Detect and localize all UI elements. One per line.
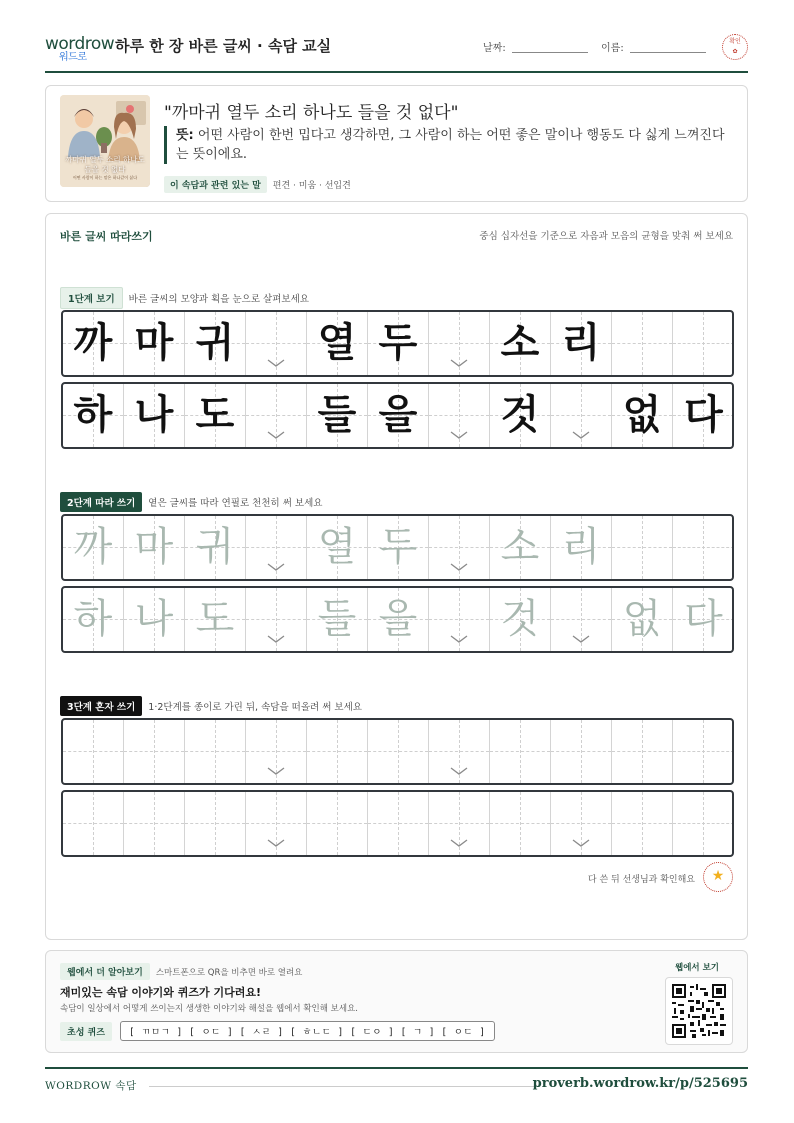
meaning-text: 어떤 사람이 한번 밉다고 생각하면, 그 사람이 하는 어떤 좋은 말이나 행동도 다 싫게 느껴진다는 뜻이에요. (176, 128, 725, 162)
footer-url[interactable]: proverb.wordrow.kr/p/525695 (532, 1076, 748, 1091)
web-tagline (60, 963, 302, 980)
grid-cell[interactable] (429, 516, 490, 579)
grid-cell[interactable] (307, 588, 368, 651)
grid-character: 귀 (195, 524, 235, 570)
grid-character: 하 (73, 392, 113, 438)
qr-label: 웹에서 보기 (674, 963, 719, 973)
grid-character: 하 (73, 596, 113, 642)
grid-cell (63, 312, 124, 375)
grid-cell (185, 312, 246, 375)
grid-character: 것 (500, 596, 540, 642)
grid-character: 도 (195, 392, 235, 438)
grid-cell (368, 384, 429, 447)
quiz-label: 초성 퀴즈 (60, 1022, 112, 1041)
page-footer (45, 1067, 748, 1097)
grid-cell (490, 384, 551, 447)
grid-cell[interactable] (612, 516, 673, 579)
grid-cell[interactable] (246, 516, 307, 579)
guide-vertical (703, 312, 704, 375)
step1-tag: 1단계 보기 (60, 287, 123, 309)
step2-row1[interactable] (61, 514, 734, 581)
guide-vertical (703, 792, 704, 855)
grid-cell[interactable] (307, 720, 368, 783)
grid-cell[interactable] (124, 792, 185, 855)
guide-vertical (93, 720, 94, 783)
grid-cell[interactable] (429, 792, 490, 855)
grid-cell (307, 312, 368, 375)
grid-cell[interactable] (551, 720, 612, 783)
space-mark-icon (267, 562, 285, 572)
grid-cell (246, 312, 307, 375)
guide-vertical (337, 720, 338, 783)
illustration-subcaption: 어떤 사람이 하는 말은 하나같이 싫다 (72, 175, 138, 180)
practice-title: 바른 글씨 따라쓰기 (60, 230, 153, 243)
grid-character: 다 (684, 392, 723, 438)
grid-cell[interactable] (368, 720, 429, 783)
guide-vertical (398, 720, 399, 783)
qr-code-icon (672, 984, 726, 1038)
step3-row2[interactable] (61, 790, 734, 857)
space-mark-icon (450, 358, 468, 368)
step2-text: 옅은 글씨를 따라 연필로 천천히 써 보세요 (148, 498, 323, 509)
space-mark-icon (572, 838, 590, 848)
grid-character: 도 (195, 596, 235, 642)
grid-cell (124, 312, 185, 375)
grid-character: 들 (317, 392, 357, 438)
grid-cell[interactable] (185, 516, 246, 579)
guide-vertical (398, 792, 399, 855)
step2-tag: 2단계 따라 쓰기 (60, 492, 142, 512)
space-mark-icon (450, 562, 468, 572)
space-mark-icon (267, 430, 285, 440)
grid-cell[interactable] (490, 516, 551, 579)
grid-cell[interactable] (551, 792, 612, 855)
grid-cell[interactable] (124, 720, 185, 783)
grid-character: 소 (500, 320, 540, 366)
guide-vertical (215, 792, 216, 855)
space-mark-icon (450, 634, 468, 644)
grid-cell[interactable] (368, 516, 429, 579)
step2-header (60, 492, 322, 512)
guide-vertical (93, 792, 94, 855)
grid-cell[interactable] (124, 516, 185, 579)
step3-text: 1·2단계를 종이로 가린 뒤, 속담을 떠올려 써 보세요 (148, 702, 362, 713)
grid-cell[interactable] (246, 588, 307, 651)
grid-cell[interactable] (185, 720, 246, 783)
guide-vertical (581, 720, 582, 783)
chosung-quiz (60, 1021, 495, 1041)
grid-cell[interactable] (185, 588, 246, 651)
grid-cell[interactable] (368, 792, 429, 855)
grid-cell[interactable] (429, 720, 490, 783)
grid-cell (185, 384, 246, 447)
guide-vertical (642, 792, 643, 855)
grid-cell[interactable] (63, 516, 124, 579)
step1-row1 (61, 310, 734, 377)
grid-character: 나 (134, 392, 174, 438)
grid-cell[interactable] (490, 720, 551, 783)
wordrow-logo (45, 34, 115, 63)
grid-cell[interactable] (673, 792, 734, 855)
grid-character: 까 (73, 320, 113, 366)
grid-cell[interactable] (246, 792, 307, 855)
related-words (164, 176, 351, 193)
page-header (45, 30, 748, 73)
grid-character: 까 (73, 524, 113, 570)
grid-cell[interactable] (551, 516, 612, 579)
grid-character: 들 (317, 596, 357, 642)
space-mark-icon (450, 430, 468, 440)
guide-vertical (703, 720, 704, 783)
illustration-caption: 까마귀 열두 소리 하나도 들을 것 없다 (65, 155, 145, 174)
grid-character: 없 (622, 392, 662, 438)
grid-cell[interactable] (368, 588, 429, 651)
space-mark-icon (572, 634, 590, 644)
grid-cell[interactable] (551, 588, 612, 651)
name-label: 이름: (601, 43, 624, 54)
grid-character: 것 (500, 392, 540, 438)
guide-vertical (520, 792, 521, 855)
space-mark-icon (267, 766, 285, 776)
grid-cell (612, 312, 673, 375)
grid-cell (551, 312, 612, 375)
star-stamp-glyph: ★ (711, 868, 725, 884)
grid-cell[interactable] (673, 588, 734, 651)
proverb-meaning (164, 126, 734, 164)
grid-cell[interactable] (63, 792, 124, 855)
web-description: 속담이 일상에서 어떻게 쓰이는지 생생한 이야기와 해설을 웹에서 확인해 보세요. (60, 1004, 358, 1014)
proverb-illustration (60, 95, 150, 187)
finish-note: 다 쓴 뒤 선생님과 확인해요 (587, 875, 695, 885)
meaning-label: 뜻: (176, 128, 194, 143)
grid-cell (124, 384, 185, 447)
grid-character: 두 (378, 524, 418, 570)
grid-cell (551, 384, 612, 447)
proverb-card (45, 85, 748, 202)
check-stamp-icon: 확인 ✿ (722, 34, 748, 60)
grid-cell[interactable] (185, 792, 246, 855)
guide-vertical (703, 516, 704, 579)
grid-character: 나 (134, 596, 174, 642)
guide-vertical (215, 720, 216, 783)
grid-character: 다 (684, 596, 723, 642)
space-mark-icon (450, 766, 468, 776)
grid-cell[interactable] (673, 516, 734, 579)
space-mark-icon (267, 634, 285, 644)
guide-vertical (520, 720, 521, 783)
grid-cell[interactable] (246, 720, 307, 783)
grid-cell (429, 384, 490, 447)
practice-note: 중심 십자선을 기준으로 자음과 모음의 균형을 맞춰 써 보세요 (479, 231, 733, 242)
grid-cell[interactable] (63, 588, 124, 651)
grid-cell[interactable] (490, 792, 551, 855)
step2-row2[interactable] (61, 586, 734, 653)
grid-cell (429, 312, 490, 375)
guide-vertical (154, 720, 155, 783)
grid-character: 마 (134, 320, 174, 366)
grid-cell (246, 384, 307, 447)
logo-korean: 워드로 (59, 52, 87, 63)
step3-tag: 3단계 혼자 쓰기 (60, 696, 142, 716)
step1-header (60, 287, 309, 309)
related-list: 편견 · 미움 · 선입견 (272, 181, 351, 191)
grid-cell[interactable] (429, 588, 490, 651)
guide-vertical (642, 312, 643, 375)
grid-cell[interactable] (612, 588, 673, 651)
space-mark-icon (572, 430, 590, 440)
step3-row1[interactable] (61, 718, 734, 785)
space-mark-icon (267, 358, 285, 368)
grid-cell[interactable] (490, 588, 551, 651)
grid-character: 열 (317, 320, 357, 366)
guide-vertical (154, 792, 155, 855)
grid-cell (368, 312, 429, 375)
space-mark-icon (450, 838, 468, 848)
date-field[interactable] (483, 39, 588, 54)
related-label: 이 속담과 관련 있는 말 (164, 176, 267, 193)
logo-text: wordrow (45, 34, 115, 54)
grid-character: 소 (500, 524, 540, 570)
grid-character: 두 (378, 320, 418, 366)
footer-rule (149, 1086, 539, 1087)
qr-code[interactable] (665, 977, 733, 1045)
footer-brand: WORDROW 속담 (45, 1080, 137, 1092)
name-field[interactable] (601, 39, 706, 54)
grid-cell[interactable] (673, 720, 734, 783)
grid-cell[interactable] (612, 792, 673, 855)
grid-character: 귀 (195, 320, 235, 366)
check-stamp-text: 확인 (729, 38, 741, 45)
grid-cell (307, 384, 368, 447)
grid-character: 마 (134, 524, 174, 570)
grid-cell[interactable] (307, 792, 368, 855)
grid-cell (490, 312, 551, 375)
grid-cell[interactable] (307, 516, 368, 579)
date-label: 날짜: (483, 43, 506, 54)
step1-text: 바른 글씨의 모양과 획을 눈으로 살펴보세요 (128, 294, 309, 305)
star-stamp-icon (703, 862, 733, 892)
grid-cell[interactable] (612, 720, 673, 783)
grid-character: 없 (622, 596, 662, 642)
proverb-text: "까마귀 열두 소리 하나도 들을 것 없다" (164, 103, 459, 123)
handwriting-practice (45, 213, 748, 940)
web-tag: 웹에서 더 알아보기 (60, 963, 150, 980)
grid-cell (673, 384, 734, 447)
grid-cell[interactable] (124, 588, 185, 651)
grid-character: 을 (378, 596, 418, 642)
grid-character: 열 (317, 524, 357, 570)
guide-vertical (642, 720, 643, 783)
name-line (630, 52, 706, 53)
grid-cell (63, 384, 124, 447)
grid-cell[interactable] (63, 720, 124, 783)
guide-vertical (642, 516, 643, 579)
date-line (512, 52, 588, 53)
guide-vertical (337, 792, 338, 855)
space-mark-icon (267, 838, 285, 848)
web-section (45, 950, 748, 1053)
web-tag-note: 스마트폰으로 QR을 비추면 바로 열려요 (155, 968, 303, 978)
web-headline: 재미있는 속담 이야기와 퀴즈가 기다려요! (60, 986, 261, 999)
step3-header (60, 696, 362, 716)
grid-cell (612, 384, 673, 447)
grid-character: 을 (378, 392, 418, 438)
grid-cell (673, 312, 734, 375)
step1-row2 (61, 382, 734, 449)
grid-character: 리 (561, 320, 601, 366)
grid-character: 리 (561, 524, 601, 570)
page-title: 하루 한 장 바른 글씨 · 속담 교실 (115, 37, 332, 55)
quiz-box: [ ㄲㅁㄱ ] [ ㅇㄷ ] [ ㅅㄹ ] [ ㅎㄴㄷ ] [ ㄷㅇ ] [ ㄱ ] [ ㅇㄷ ] (120, 1021, 495, 1041)
